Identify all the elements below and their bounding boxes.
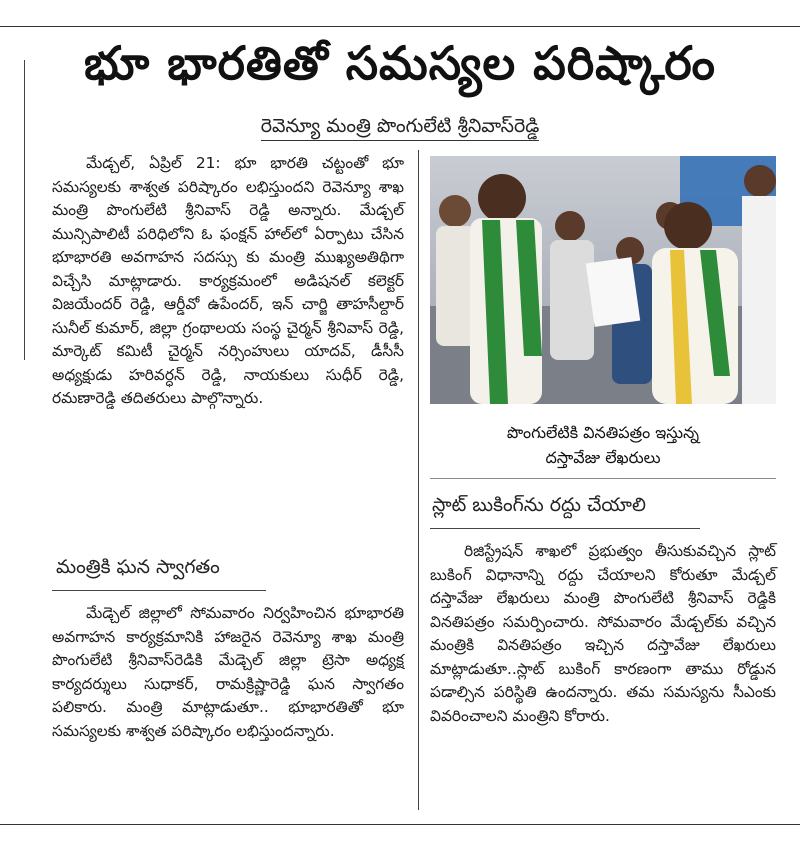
photo-caption-line-2: దస్తావేజు లేఖరులు bbox=[545, 448, 661, 467]
article-main-body bbox=[52, 152, 404, 411]
subheadline-text: రెవెన్యూ మంత్రి పొంగులేటి శ్రీనివాస్‌రెడ్డి bbox=[261, 115, 540, 141]
top-rule bbox=[0, 26, 800, 27]
subheadline bbox=[0, 115, 800, 142]
article-slot-heading-rule bbox=[430, 528, 700, 529]
article-welcome-body: మేడ్చెల్‌ జిల్లాలో సోమవారం నిర్వహించిన భూభారతి అవగాహన కార్యక్రమానికి హాజరైన రెవెన్యూ శాఖ మంత్రి పొంగులేటి శ్రీనివాస్‌రెడికి మేడ్చెల్‌ జిల్లా ట్రెసా అధ్యక్ష కార్యదర్శులు సుధాకర్‌, రామక్రిష్ణారెడ్డి ఘన స్వాగతం పలికారు. మంత్రి మాట్లాడుతూ.. భూభారతితో భూ సమస్యలకు శాశ్వత పరిష్కారం లభిస్తుందన్నారు. bbox=[52, 604, 404, 740]
column-separator bbox=[418, 150, 419, 810]
photo-caption-line-1: పొంగులేటికి వినతిపత్రం ఇస్తున్న bbox=[506, 423, 700, 442]
article-welcome-heading-rule bbox=[52, 590, 266, 591]
article-welcome-heading: మంత్రికి ఘన స్వాగతం bbox=[56, 556, 220, 578]
article-slot bbox=[430, 540, 776, 728]
ceremony-photo-illustration bbox=[430, 156, 776, 404]
news-photo bbox=[430, 156, 776, 404]
dateline: మేడ్చల్‌, ఏప్రిల్‌ 21: bbox=[86, 154, 221, 172]
article-main bbox=[52, 152, 404, 411]
bottom-rule bbox=[0, 824, 800, 825]
article-slot-body: రిజిస్ట్రేషన్‌ శాఖలో ప్రభుత్వం తీసుకువచ్చిన స్లాట్‌ బుకింగ్‌ విధానాన్ని రద్దు చేయాలని కోరుతూ మేడ్చల్‌ దస్తావేజు లేఖరులు మంత్రి పొంగులేటి శ్రీనివాస్‌ రెడ్డికి వినతిపత్రం సమర్పించారు. సోమవారం మేడ్చల్‌కు వచ్చిన మంత్రికి వినతిపత్రం ఇచ్చిన దస్తావేజు లేఖరులు మాట్లాడుతూ..స్లాట్‌ బుకింగ్‌ కారణంగా తాము రోడ్డున పడాల్సిన పరిస్థితి ఉందన్నారు. తమ సమస్యను సీఎంకు వివరించాలని మంత్రిని కోరారు. bbox=[430, 542, 776, 725]
article-slot-heading: స్లాట్‌ బుకింగ్‌ను రద్దు చేయాలి bbox=[432, 494, 646, 516]
article-welcome bbox=[52, 602, 404, 743]
article-main-text: భూ భారతి చట్టంతో భూ సమస్యలకు శాశ్వత పరిష్కారం లభిస్తుందని రెవెన్యూ శాఖ మంత్రి పొంగులేటి శ్రీనివాస్‌ రెడ్డి అన్నారు. మేడ్చల్‌ మున్సిపాలిటీ పరిధిలోని ఓ ఫంక్షన్‌ హాల్‌లో ఏర్పాటు చేసిన భూభారతి అవగాహన సదస్సు కు మంత్రి ముఖ్యఅతిథిగా విచ్చేసి మాట్లాడారు. కార్యక్రమంలో అడిషనల్‌ కలెక్టర్‌ విజయేందర్‌ రెడ్డి, ఆర్డీవో ఉపేందర్‌, ఇన్‌ చార్జి తాహసీల్దార్‌ సునీల్‌ కుమార్‌, జిల్లా గ్రంథాలయ సంస్థ చైర్మన్‌ శ్రీనివాస్‌ రెడ్డి, మార్కెట్‌ కమిటీ చైర్మన్‌ నర్సింహులు యాదవ్‌, డీసీసీ అధ్యక్షుడు హరివర్ధన్‌ రెడ్డి, నాయకులు సుధీర్‌ రెడ్డి, రమణారెడ్డి తదితరులు పాల్గొన్నారు. bbox=[52, 154, 404, 407]
headline: భూ భారతితో సమస్యల పరిష్కారం bbox=[84, 36, 716, 90]
photo-caption bbox=[430, 420, 776, 470]
left-column-rule bbox=[24, 60, 25, 360]
article-slot-top-rule bbox=[430, 478, 776, 479]
